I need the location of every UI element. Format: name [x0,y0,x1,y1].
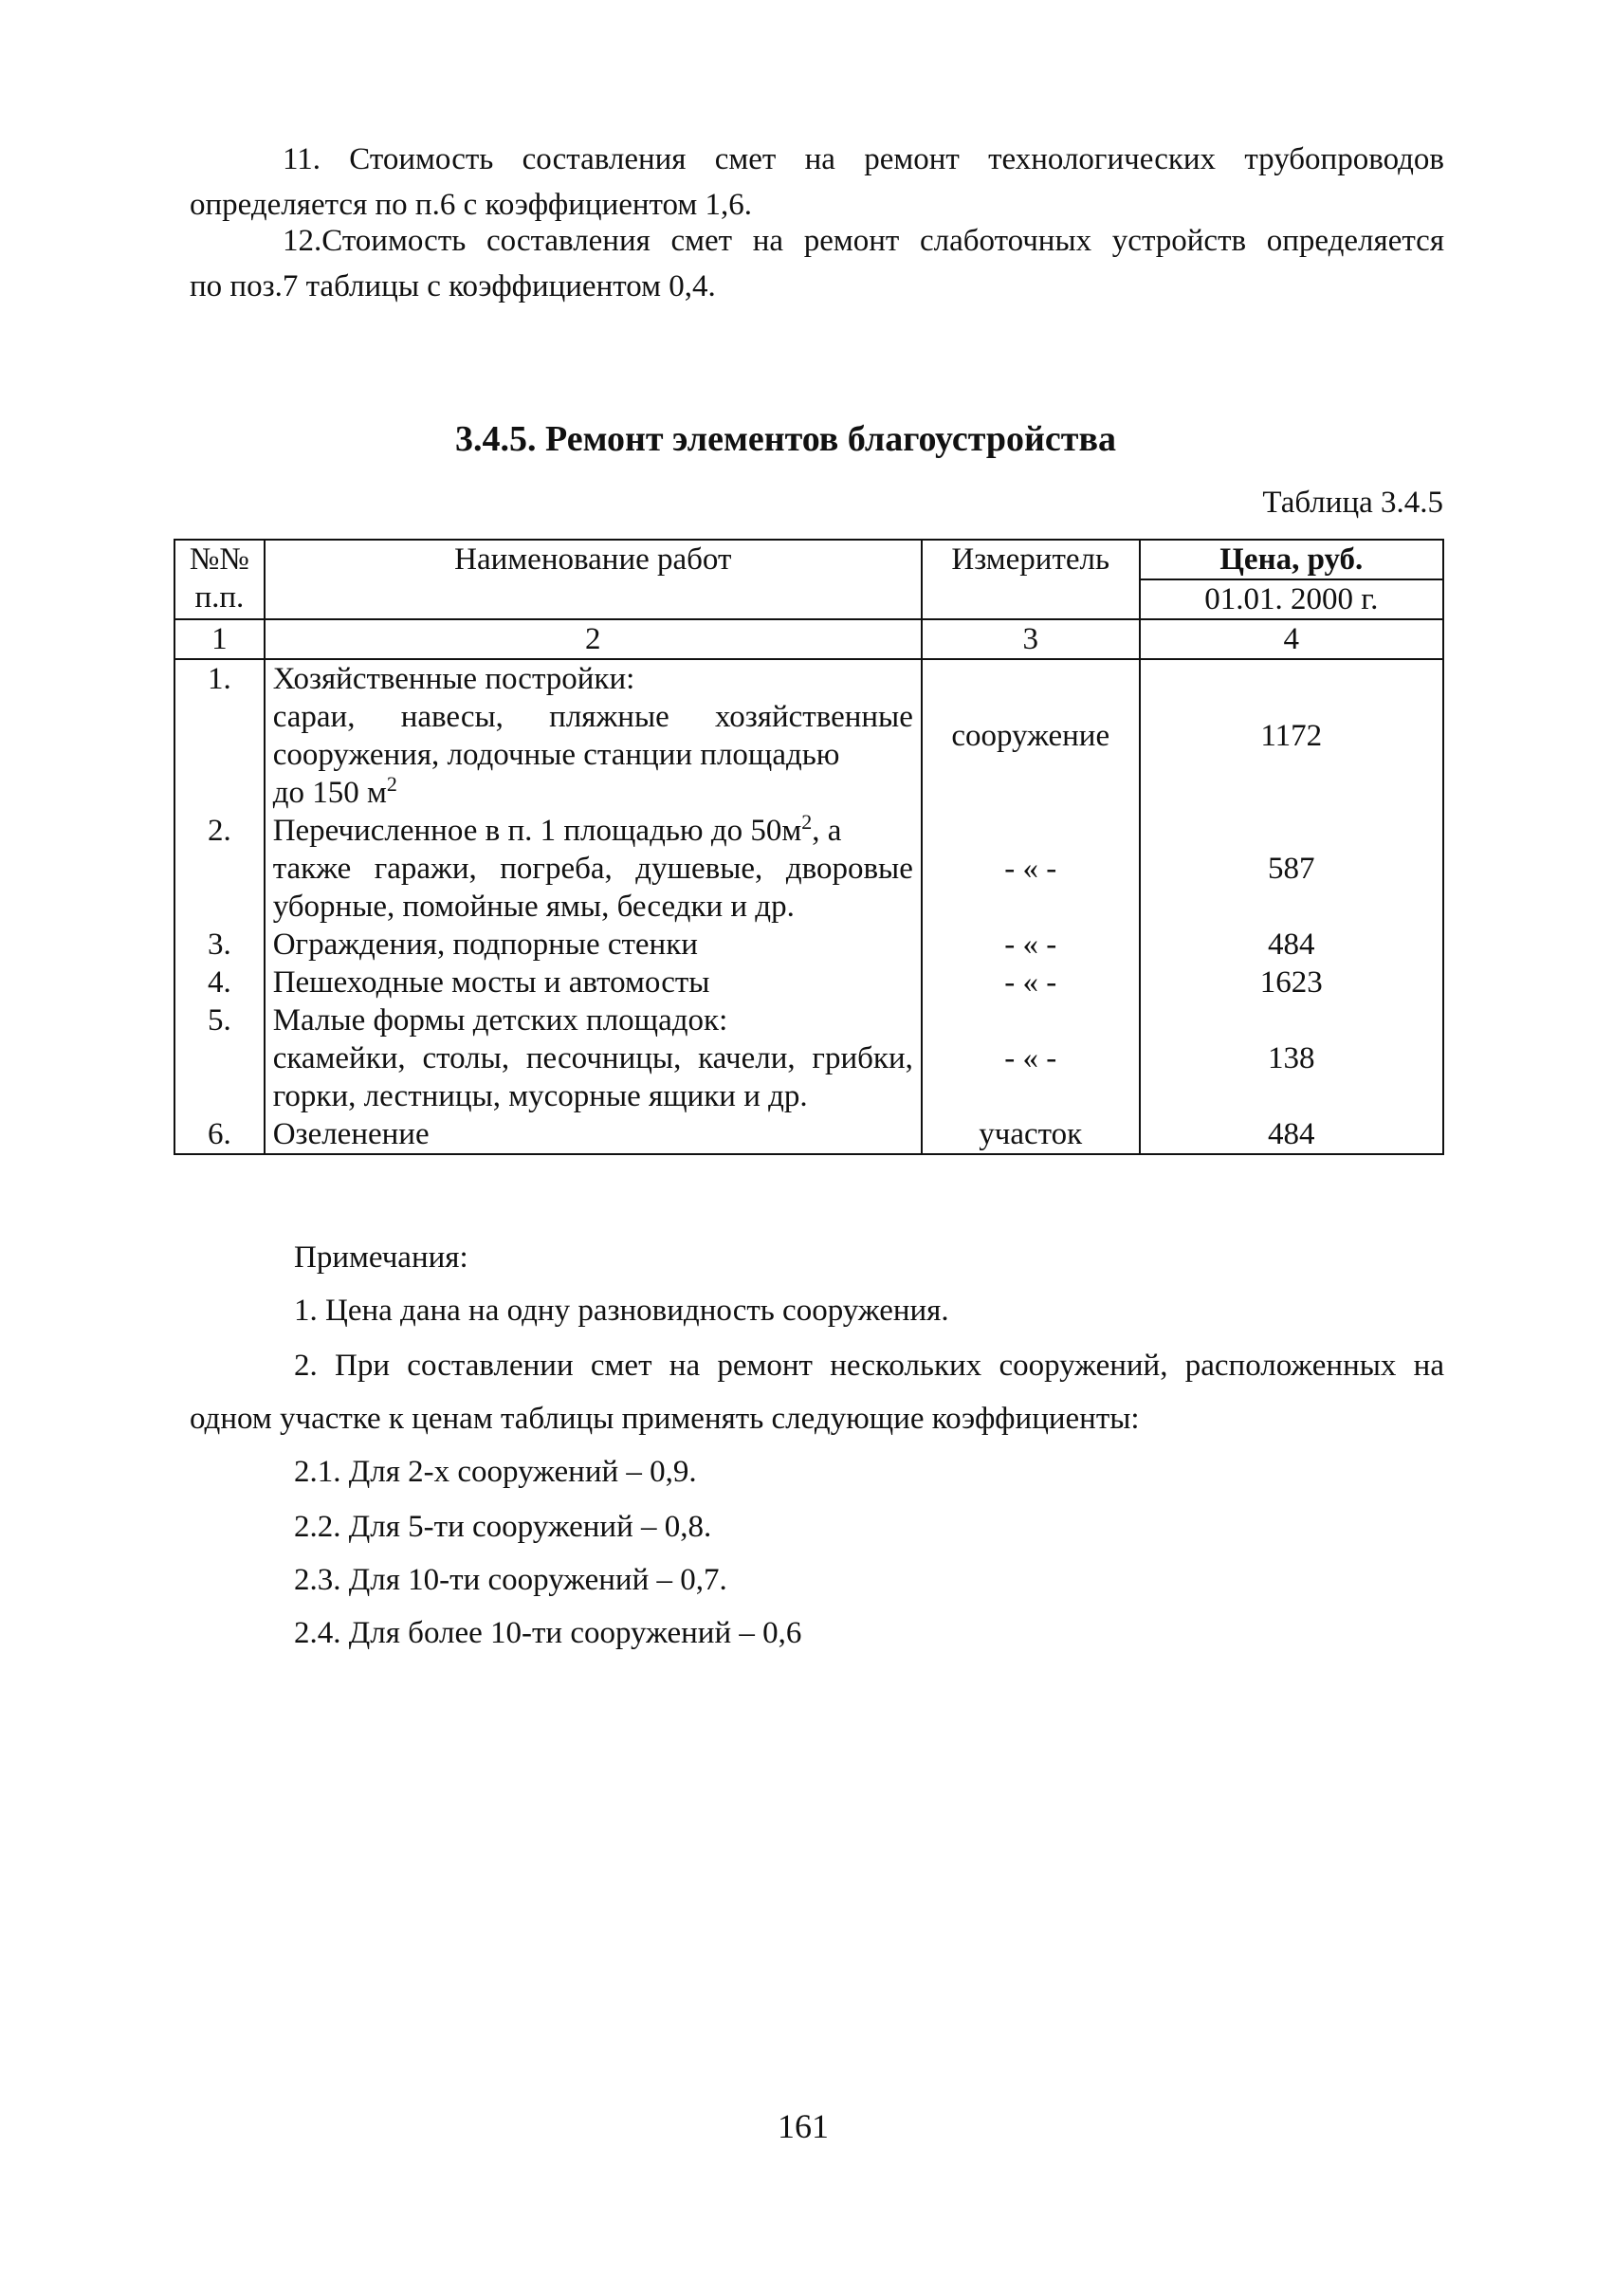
table-row [174,1001,1443,1115]
col-number-4: 4 [1140,619,1443,659]
table-row [174,964,1443,1001]
header-name: Наименование работ [265,540,922,619]
row-name: Озеленение [265,1115,922,1154]
row-price: 138 [1140,1001,1443,1115]
section-title: 3.4.5. Ремонт элементов благоустройства [455,419,1116,459]
note-2-line-2: одном участке к ценам таблицы применять следующие коэффициенты: [190,1402,1140,1436]
price-table [174,539,1444,1155]
table-row [174,926,1443,964]
header-num: №№ п.п. [174,540,265,619]
row-name [265,659,922,812]
col-number-3: 3 [922,619,1140,659]
row-unit: - « - [922,812,1140,926]
row-price: 587 [1140,812,1443,926]
row-name-line: Малые формы детских площадок: [272,1003,728,1038]
row-name-line: Перечисленное в п. 1 площадью до 50м [272,814,802,848]
row-unit: сооружение [922,659,1140,812]
note-2-line-1: 2. При составлении смет на ремонт нескольких сооружений, расположенных на [294,1349,1444,1383]
table-row [174,812,1443,926]
row-name-line: скамейки, столы, песочницы, качели, грибки, горки, лестницы, мусорные ящики и др. [272,1041,913,1113]
notes-title: Примечания: [294,1240,468,1275]
row-price: 1623 [1140,964,1443,1001]
col-number-2: 2 [265,619,922,659]
row-unit: - « - [922,964,1140,1001]
paragraph-11-line-1: 11. Стоимость составления смет на ремонт технологических трубопроводов [283,142,1444,176]
table-row [174,659,1443,812]
table-row [174,1115,1443,1154]
row-name: Ограждения, подпорные стенки [265,926,922,964]
row-unit: - « - [922,1001,1140,1115]
row-unit: - « - [922,926,1140,964]
note-2-4: 2.4. Для более 10-ти сооружений – 0,6 [294,1616,802,1650]
row-num: 4. [174,964,265,1001]
row-num: 5. [174,1001,265,1115]
note-1: 1. Цена дана на одну разновидность сооружения. [294,1294,949,1328]
row-unit: участок [922,1115,1140,1154]
note-2-3: 2.3. Для 10-ти сооружений – 0,7. [294,1563,727,1597]
paragraph-12-line-1: 12.Стоимость составления смет на ремонт слаботочных устройств определяется [283,224,1444,258]
row-name: Пешеходные мосты и автомосты [265,964,922,1001]
paragraph-12-line-2: по поз.7 таблицы с коэффициентом 0,4. [190,269,716,303]
row-name-line: также гаражи, погреба, душевые, дворовые уборные, помойные ямы, беседки и др. [272,852,913,924]
col-number-1: 1 [174,619,265,659]
superscript: 2 [386,772,397,796]
row-price: 484 [1140,926,1443,964]
row-name-line: сараи, навесы, пляжные хозяйственные сооружения, лодочные станции площадью [272,700,913,772]
table-caption: Таблица 3.4.5 [1262,486,1443,520]
page-number: 161 [778,2107,829,2145]
row-price: 484 [1140,1115,1443,1154]
row-num: 6. [174,1115,265,1154]
header-price: Цена, руб. [1140,540,1443,579]
row-num: 3. [174,926,265,964]
row-num: 2. [174,812,265,926]
row-name-tail: , а [812,814,842,848]
row-name [265,1001,922,1115]
row-name [265,812,922,926]
row-name-line: Хозяйственные постройки: [272,662,635,696]
note-2-1: 2.1. Для 2-х сооружений – 0,9. [294,1455,697,1489]
table-header-row [174,540,1443,579]
note-2-2: 2.2. Для 5-ти сооружений – 0,8. [294,1510,712,1544]
paragraph-11-line-2: определяется по п.6 с коэффициентом 1,6. [190,188,753,222]
header-price-date: 01.01. 2000 г. [1140,579,1443,619]
row-num: 1. [174,659,265,812]
header-unit: Измеритель [922,540,1140,619]
superscript: 2 [801,810,813,834]
row-price: 1172 [1140,659,1443,812]
row-name-line: до 150 м [272,776,387,810]
column-number-row [174,619,1443,659]
